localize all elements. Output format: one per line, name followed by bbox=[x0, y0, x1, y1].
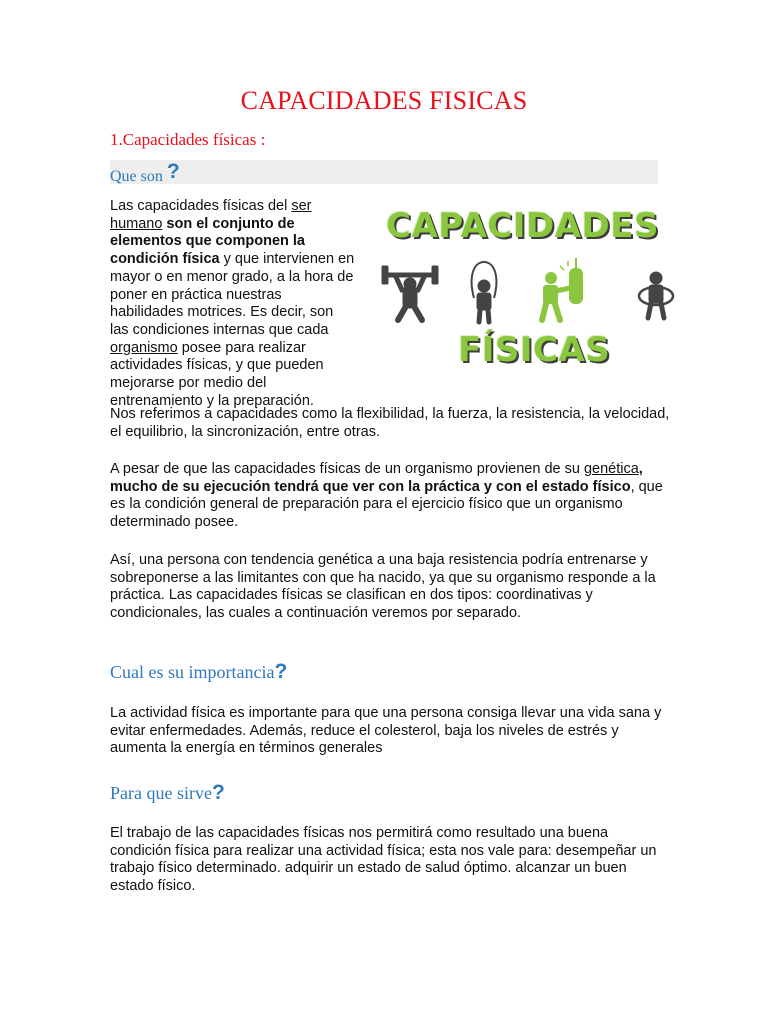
paragraph-importancia: La actividad física es importante para que una persona consiga llevar una vida sana y evitar enfermedades. Además, reduce el colesterol, baja los niveles de estrés y aumenta la energía en términos generales bbox=[110, 705, 662, 757]
question-mark: ? bbox=[274, 660, 288, 683]
text-wrap-spacer bbox=[355, 198, 670, 376]
text-bold-run: son el conjunto de elementos que componen la condición física bbox=[110, 215, 305, 268]
text-run: y que intervienen en mayor o en menor grado, a la hora de poner en práctica nuestras habilidades motrices. Es decir, son las condiciones internas que cada bbox=[110, 251, 355, 338]
text-run: Las capacidades físicas del bbox=[110, 198, 292, 214]
paragraph-clasificacion: Así, una persona con tendencia genética a una baja resistencia podría entrenarse y sobreponerse a las limitantes con que ha nacido, ya que su organismo responde a la práctica. Las capacidades físicas se clasifican en dos tipos: coordinativas y condicionales, las cuales a continuación veremos por separado. bbox=[110, 552, 656, 622]
question-mark: ? bbox=[166, 160, 180, 183]
heading-que-son-text: Que son bbox=[110, 168, 167, 185]
text-run: A pesar de que las capacidades físicas de un organismo provienen de su bbox=[110, 461, 584, 477]
paragraph-capacidades-lista: Nos referimos a capacidades como la flexibilidad, la fuerza, la resistencia, la velocidad, el equilibrio, la sincronización, entre otras. bbox=[110, 406, 670, 440]
heading-importancia-text: Cual es su importancia bbox=[110, 662, 275, 682]
text-run: posee para realizar actividades físicas, y que pueden mejorarse por medio del entrenamiento y la preparación. bbox=[110, 339, 324, 409]
text-run: , que es la condición general de preparación para el ejercicio físico que un organismo determinado posee. bbox=[110, 478, 663, 531]
section-heading-capacidades: 1.Capacidades físicas : bbox=[110, 130, 266, 149]
illustration-word-capacidades: CAPACIDADES bbox=[386, 206, 659, 246]
link-organismo[interactable]: organismo bbox=[110, 339, 178, 356]
question-mark: ? bbox=[211, 781, 225, 804]
paragraph-definicion bbox=[110, 198, 670, 410]
page-title: CAPACIDADES FISICAS bbox=[240, 86, 528, 115]
text-bold-run: , mucho de su ejecución tendrá que ver con la práctica y con el estado físico bbox=[110, 461, 643, 495]
paragraph-para-que-sirve: El trabajo de las capacidades físicas nos permitirá como resultado una buena condición física para realizar una actividad física; esta nos vale para: desempeñar un trabajo físico determinado. adquirir un estado de salud óptimo. alcanzar un buen estado físico. bbox=[110, 825, 657, 895]
heading-para-que-sirve bbox=[110, 781, 225, 805]
illustration-word-fisicas: FÍSICAS bbox=[458, 330, 611, 370]
heading-importancia bbox=[110, 660, 287, 684]
link-ser-humano[interactable]: ser humano bbox=[110, 198, 312, 232]
heading-para-que-sirve-text: Para que sirve bbox=[110, 783, 212, 803]
link-genetica[interactable]: genética bbox=[583, 461, 639, 477]
paragraph-genetica bbox=[110, 461, 670, 532]
heading-que-son bbox=[110, 160, 658, 184]
